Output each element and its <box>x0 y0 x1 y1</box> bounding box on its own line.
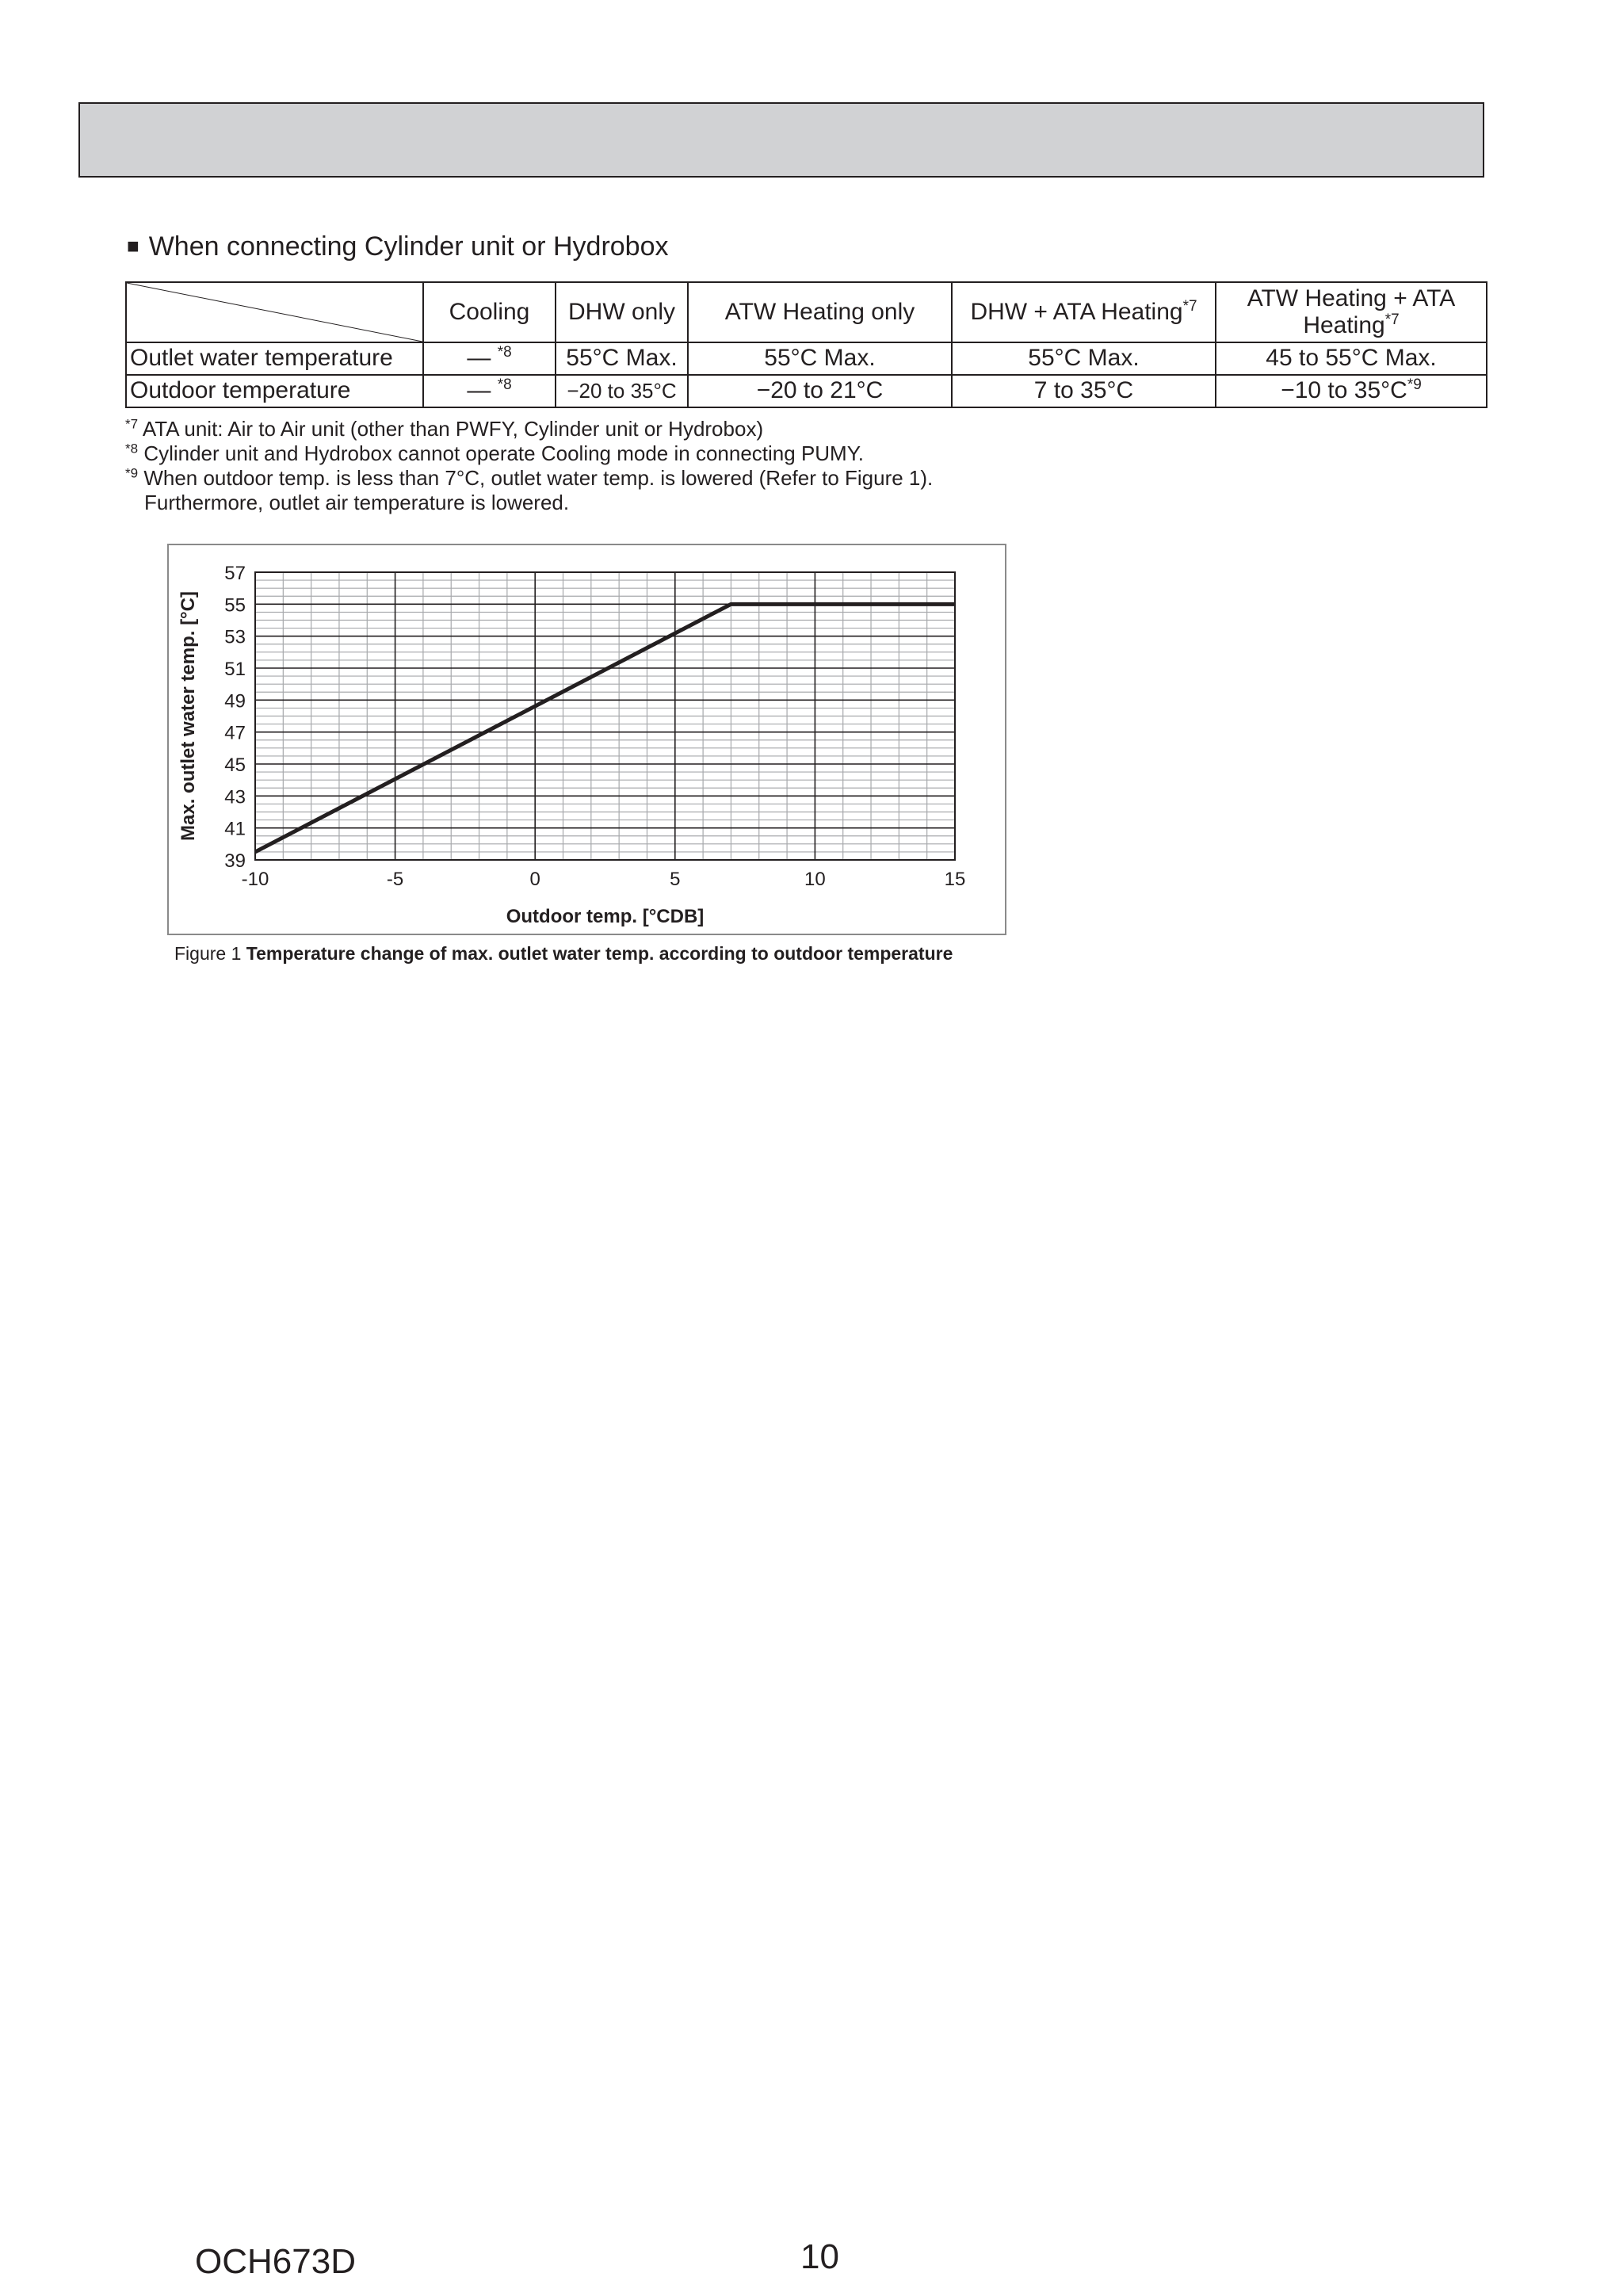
row-label: Outlet water temperature <box>126 342 423 375</box>
table-corner-cell <box>126 282 423 342</box>
footnotes <box>125 417 933 515</box>
y-tick-label: 49 <box>224 690 246 712</box>
row-label: Outdoor temperature <box>126 375 423 407</box>
x-tick-label: 0 <box>529 869 540 890</box>
footnote: $^{*7}$ ATA unit: Air to Air unit (other than PWFY, Cylinder unit or Hydrobox) <box>125 416 764 441</box>
y-tick-label: 41 <box>224 818 246 840</box>
figure-1 <box>167 544 1006 935</box>
table-cell: 55°C Max. <box>952 342 1216 375</box>
footnote-continuation: Furthermore, outlet air temperature is lowered. <box>144 491 570 514</box>
table-cell: 55°C Max. <box>688 342 952 375</box>
x-tick-label: 10 <box>804 869 826 890</box>
footnote: $^{*9}$ When outdoor temp. is less than 7°C, outlet water temp. is lowered (Refer to Figure 1). <box>125 465 934 490</box>
diagonal-line <box>127 283 422 342</box>
table-cell: −10 to $35^\circ C^{*9}$ <box>1216 375 1487 407</box>
column-header: ATW Heating only <box>688 282 952 342</box>
y-tick-label: 45 <box>224 755 246 776</box>
footnote: $^{*8}$ Cylinder unit and Hydrobox cannot operate Cooling mode in connecting PUMY. <box>125 441 864 465</box>
y-tick-label: 43 <box>224 786 246 808</box>
y-tick-label: 53 <box>224 626 246 648</box>
y-tick-label: 55 <box>224 594 246 617</box>
header-bar <box>78 102 1484 178</box>
column-header: DHW + ATA Heating$^{*7}$ <box>952 282 1216 342</box>
section-title <box>127 231 669 262</box>
column-header: Cooling <box>423 282 556 342</box>
table-header-row <box>126 282 1487 342</box>
table-cell: — $^{*8}$ <box>423 375 556 407</box>
section-title-text: When connecting Cylinder unit or Hydrobox <box>148 231 669 262</box>
y-tick-label: 47 <box>224 722 246 744</box>
x-tick-label: 15 <box>944 869 966 890</box>
table-cell: −20 to 21°C <box>688 375 952 407</box>
table-cell: −20 to 35°C <box>556 375 688 407</box>
table-row <box>126 375 1487 407</box>
column-header: DHW only <box>556 282 688 342</box>
page-number: 10 <box>800 2237 839 2276</box>
y-tick-label: 57 <box>224 563 246 584</box>
figure-caption: Figure 1 Temperature change of max. outlet water temp. according to outdoor temperature <box>174 943 953 964</box>
operating-range-table <box>125 281 1487 408</box>
table-row <box>126 342 1487 375</box>
y-tick-label: 39 <box>224 850 246 872</box>
table-cell: 45 to 55°C Max. <box>1216 342 1487 375</box>
x-tick-label: -5 <box>386 869 404 890</box>
x-tick-label: 5 <box>670 869 681 890</box>
document-code: OCH673D <box>195 2242 356 2281</box>
y-tick-label: 51 <box>224 659 246 680</box>
table-cell: 55°C Max. <box>556 342 688 375</box>
series-line-max-outlet-temp <box>255 604 955 852</box>
table-cell: — $^{*8}$ <box>423 342 556 375</box>
x-tick-label: -10 <box>241 869 269 890</box>
table-cell: 7 to 35°C <box>952 375 1216 407</box>
column-header: ATW Heating + ATA Heating$^{*7}$ <box>1216 282 1487 342</box>
x-axis-label: Outdoor temp. [°CDB] <box>506 906 705 927</box>
y-axis-label: Max. outlet water temp. [°C] <box>178 591 199 841</box>
bullet-square-icon: ■ <box>127 234 139 258</box>
outlet-water-temp-chart <box>169 545 1005 934</box>
